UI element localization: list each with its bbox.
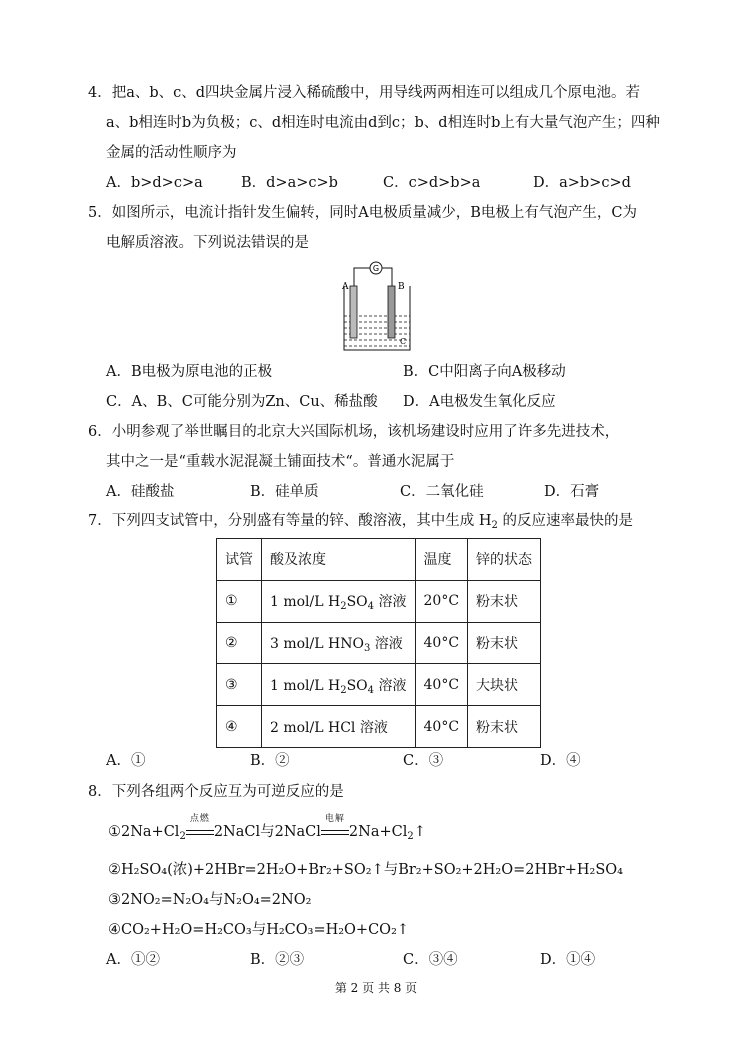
cell-acid: 1 mol/L $H_2SO_4$ 溶液: [262, 664, 416, 706]
q4-option-c: C．c>d>b>a: [383, 175, 481, 191]
cell-acid: 3 mol/L $HNO_3$ 溶液: [262, 622, 416, 664]
q6-option-c: C．二氧化硅: [400, 484, 484, 500]
q6-line1: 6．小明参观了举世瞩目的北京大兴国际机场，该机场建设时应用了许多先进技术，: [88, 424, 620, 440]
electrode-label-a: A: [342, 282, 349, 292]
cell-state: 大块状: [468, 664, 541, 706]
q4-option-a: A．b>d>c>a: [106, 175, 203, 191]
header-state: 锌的状态: [468, 539, 541, 581]
header-tube: 试管: [217, 539, 262, 581]
q7-text-sub: 2: [491, 520, 498, 531]
q4-line3: 金属的活动性顺序为: [106, 145, 237, 161]
table-row: [217, 580, 541, 622]
q7-option-d: D．④: [540, 753, 581, 769]
cell-acid: 1 mol/L $H_2SO_4$ 溶液: [262, 580, 416, 622]
table-header-row: [217, 539, 541, 581]
q7-line1: [88, 511, 633, 531]
cell-tube: ②: [217, 622, 262, 664]
electrode-b: [388, 286, 395, 338]
q5-line1: 5．如图所示，电流计指针发生偏转，同时A电极质量减少，B电极上有气泡产生，C为: [88, 205, 637, 221]
cell-tube: ①: [217, 580, 262, 622]
table-row: [217, 706, 541, 748]
cell-state: 粉末状: [468, 706, 541, 748]
q5-option-a: A．B电极为原电池的正极: [106, 364, 273, 380]
q4-option-d: D．a>b>c>d: [533, 175, 631, 191]
cell-acid: 2 mol/L HCl 溶液: [262, 706, 416, 748]
galvanic-cell-diagram: [340, 258, 414, 354]
q8-option-a: A．①②: [106, 952, 160, 968]
q7-text-post: 的反应速率最快的是: [497, 513, 633, 529]
table-row: [217, 622, 541, 664]
q8-reaction-3: ③2NO₂=N₂O₄与N₂O₄=2NO₂: [108, 892, 312, 908]
cell-tube: ④: [217, 706, 262, 748]
q4-line1: 4．把a、b、c、d四块金属片浸入稀硫酸中，用导线两两相连可以组成几个原电池。若: [88, 85, 641, 101]
q6-option-b: B．硅单质: [250, 484, 319, 500]
meter-label: G: [372, 264, 380, 273]
cell-state: 粉末状: [468, 622, 541, 664]
q5-option-c: C．A、B、C可能分别为Zn、Cu、稀盐酸: [106, 394, 378, 410]
q8-option-b: B．②③: [250, 952, 305, 968]
q8-line1: 8．下列各组两个反应互为可逆反应的是: [88, 784, 344, 800]
solution-label-c: C: [400, 337, 407, 346]
q7-option-c: C．③: [403, 753, 444, 769]
q6-option-d: D．石膏: [544, 484, 600, 500]
condition-ignite: 点燃: [189, 814, 210, 824]
q4-option-b: B．d>a>c>b: [241, 175, 338, 191]
q7-option-a: A．①: [106, 753, 146, 769]
q7-table: [216, 538, 541, 748]
condition-electrolysis: 电解: [324, 814, 345, 824]
electrode-a: [350, 286, 357, 338]
header-temp: 温度: [415, 539, 468, 581]
q7-text-pre: 7．下列四支试管中，分别盛有等量的锌、酸溶液，其中生成 H: [88, 513, 492, 529]
table-row: [217, 664, 541, 706]
cell-tube: ③: [217, 664, 262, 706]
q5-line2: 电解质溶液。下列说法错误的是: [106, 235, 309, 251]
cell-temp: 40°C: [415, 706, 468, 748]
q8-reaction-4: ④CO₂+H₂O=H₂CO₃与H₂CO₃=H₂O+CO₂↑: [108, 922, 410, 938]
q8-option-d: D．①④: [540, 952, 596, 968]
q8-reaction-1: $①2Na+Cl_2$ 点燃 2NaCl与2NaCl 电解 $2Na+Cl_2↑$: [108, 822, 426, 842]
q4-line2: a、b相连时b为负极；c、d相连时电流由d到c；b、d相连时b上有大量气泡产生；四种: [106, 115, 660, 131]
page-footer: 第 2 页 共 8 页: [334, 981, 418, 995]
q6-line2: 其中之一是“重载水泥混凝土铺面技术“。普通水泥属于: [106, 454, 455, 470]
cell-temp: 20°C: [415, 580, 468, 622]
q8-option-c: C．③④: [403, 952, 458, 968]
q5-option-b: B．C中阳离子向A极移动: [403, 364, 566, 380]
cell-temp: 40°C: [415, 622, 468, 664]
header-acid: 酸及浓度: [262, 539, 416, 581]
q5-option-d: D．A电极发生氧化反应: [403, 394, 556, 410]
q8-reaction-2: ②H₂SO₄(浓)+2HBr=2H₂O+Br₂+SO₂↑与Br₂+SO₂+2H₂O=2HBr+H₂SO₄: [108, 862, 623, 878]
q7-option-b: B．②: [250, 753, 290, 769]
cell-temp: 40°C: [415, 664, 468, 706]
electrode-label-b: B: [398, 282, 405, 292]
q6-option-a: A．硅酸盐: [106, 484, 175, 500]
cell-state: 粉末状: [468, 580, 541, 622]
